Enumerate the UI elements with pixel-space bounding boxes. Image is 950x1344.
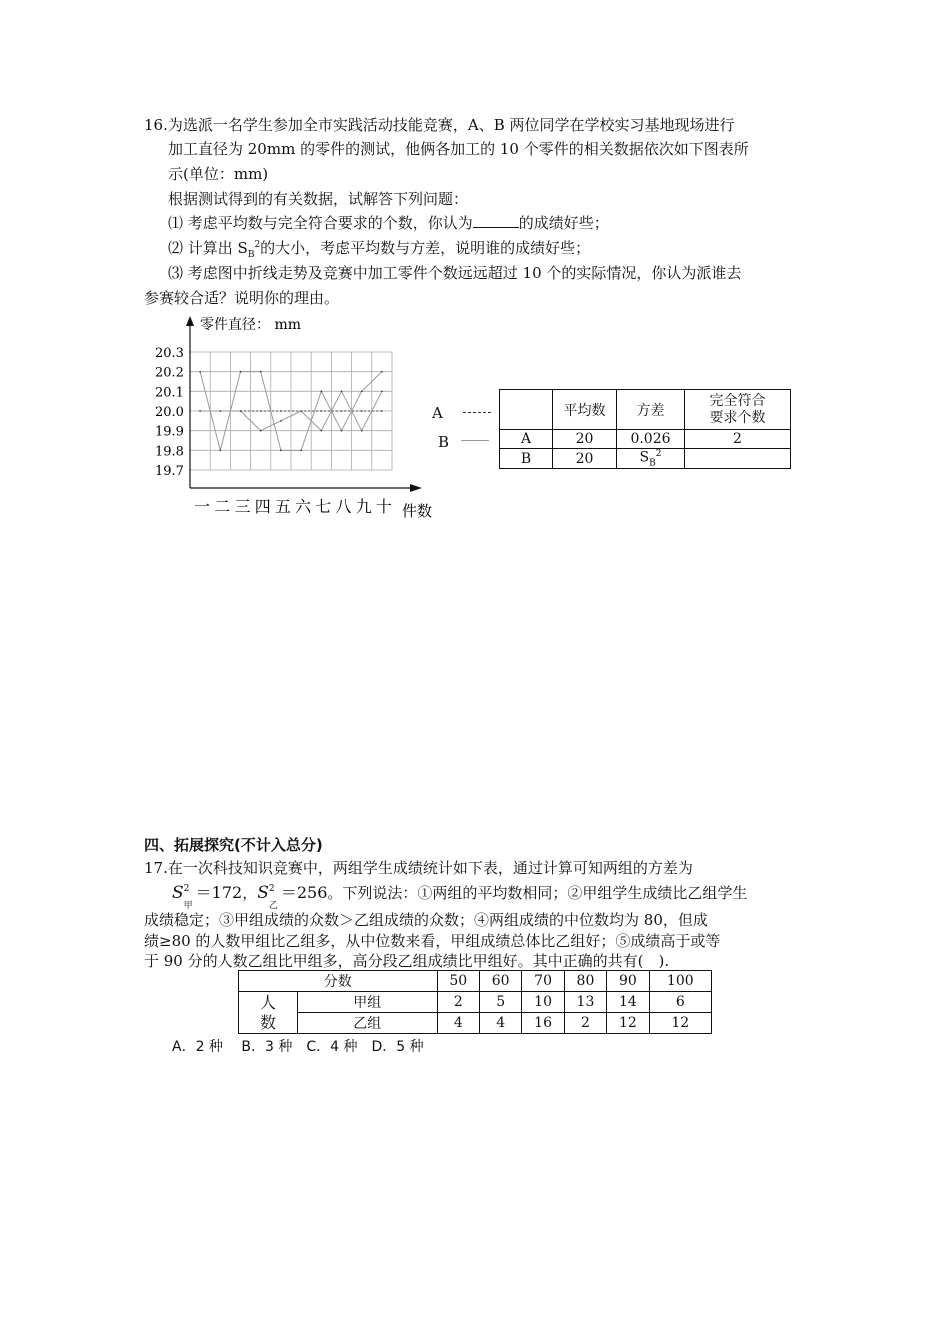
q16-sub1-a: ⑴ 考虑平均数与完全符合要求的个数，你认为 [168,214,473,232]
data-point [260,371,262,373]
answer-blank [473,213,519,228]
x-tick-label: 十 [375,497,392,516]
data-point [361,391,363,393]
data-point [220,450,222,452]
data-point [300,410,302,412]
score-90: 90 [607,971,649,992]
x-tick-label: 二 [214,497,231,516]
table-row [239,992,712,1013]
x-tick-label: 三 [234,497,251,516]
x-tick-label: 一 [194,497,211,516]
data-point [300,450,302,452]
people-label-1: 人 [259,992,276,1012]
data-point [341,410,343,412]
group-a-cell: 13 [564,992,606,1013]
x-axis-label: 件数 [402,502,433,520]
y-tick-label: 19.7 [155,464,184,479]
stats-row-b-name: B [500,449,553,469]
stats-row-b-variance-main: S [639,449,650,466]
q16-line2: 加工直径为 20mm 的零件的测试，他俩各加工的 10 个零件的相关数据依次如下图表所 [168,140,749,158]
q17-line3: 成绩稳定；③甲组成绩的众数＞乙组成绩的众数；④两组成绩的中位数均为 80，但成 [144,911,708,929]
people-label [239,992,298,1034]
score-60: 60 [479,971,521,992]
table-row [239,971,712,992]
group-a-cell: 5 [479,992,521,1013]
q17-s-b-val: ＝256 [280,883,328,902]
data-point [321,430,323,432]
y-tick-label: 20.0 [155,405,184,420]
q16-sub1 [168,212,609,233]
q16-sub3-b: 参赛较合适？说明你的理由。 [144,289,340,307]
x-tick-label: 六 [295,497,312,516]
q17-s-a-val: ＝172 [195,883,243,902]
stats-header-variance: 方差 [617,390,685,430]
legend-a-line [463,412,491,413]
x-axis-arrow [410,484,422,492]
group-a-label: 甲组 [298,992,438,1013]
stats-header-count-line2: 要求个数 [709,409,766,426]
group-a-cell: 10 [522,992,564,1013]
q17-line4: 绩≥80 的人数甲组比乙组多，从中位数来看，甲组成绩总体比乙组好；⑤成绩高于或等 [144,932,721,950]
q17-line2-rest: 。下列说法：①两组的平均数相同；②甲组学生成绩比乙组学生 [327,884,748,902]
section4-title: 四、拓展探究(不计入总分) [144,836,323,854]
group-b-cell: 4 [479,1013,521,1034]
data-point [240,371,242,373]
y-tick-label: 20.3 [155,346,184,361]
q16-sub2-subscript: B [247,250,255,260]
q17-line1: 17.在一次科技知识竞赛中，两组学生成绩统计如下表，通过计算可知两组的方差为 [144,859,693,877]
group-b-cell: 16 [522,1013,564,1034]
stats-row-b-mean: 20 [553,449,617,469]
x-tick-label: 八 [335,497,352,516]
score-50: 50 [437,971,479,992]
q16-sub3-a: ⑶ 考虑图中折线走势及竞赛中加工零件个数远远超过 10 个的实际情况，你认为派谁去 [168,264,742,282]
x-tick-label: 九 [355,497,372,516]
stats-row-a-mean: 20 [553,430,617,449]
q16-sub2-superscript: 2 [254,240,261,250]
q16-sub2 [168,237,590,260]
data-point [199,410,201,412]
score-table [238,970,712,1034]
stats-row-b-variance-sup: 2 [655,449,662,459]
stats-header-count-line1: 完全符合 [709,392,766,409]
q16-sub1-b: 的成绩好些； [518,214,609,232]
legend-a-label: A [432,404,443,422]
q17-s-a-sub: 甲 [183,901,193,911]
score-80: 80 [564,971,606,992]
group-b-cell: 12 [649,1013,711,1034]
q17-options: A．2 种 B．3 种 C．4 种 D．5 种 [172,1039,424,1055]
group-b-cell: 12 [607,1013,649,1034]
q17-comma: ， [242,884,258,902]
line-chart [150,312,440,522]
q17-s-a: S [172,883,184,903]
x-tick-label: 五 [274,497,291,516]
table-row [500,449,791,469]
data-point [220,410,222,412]
q17-line5: 于 90 分的人数乙组比甲组多，高分段乙组成绩比甲组好。其中正确的共有( ). [144,952,670,970]
data-point [280,450,282,452]
x-tick-label: 四 [254,497,271,516]
group-b-cell: 2 [564,1013,606,1034]
score-header: 分数 [239,971,438,992]
data-point [321,410,323,412]
data-point [381,371,383,373]
y-axis-arrow [186,316,194,326]
table-row [239,1013,712,1034]
y-tick-label: 19.8 [155,444,184,460]
data-point [381,391,383,393]
q17-s-b-sub: 乙 [268,901,278,911]
stats-row-b-variance-sub: B [649,458,656,469]
q16-line1: 16.为选派一名学生参加全市实践活动技能竞赛，A、B 两位同学在学校实习基地现场进行 [144,116,735,134]
group-a-cell: 14 [607,992,649,1013]
y-axis-label: 零件直径： mm [200,317,302,333]
data-point [361,430,363,432]
q17-s-b-sup: 2 [268,884,275,894]
stats-header-empty [500,390,553,430]
y-tick-label: 20.1 [155,385,184,401]
data-point [260,430,262,432]
data-point [240,410,242,412]
q16-line4: 根据测试得到的有关数据，试解答下列问题： [168,190,469,208]
stats-row-b-count [685,449,791,469]
legend-b-label: B [438,433,450,451]
stats-header-count [685,390,791,430]
q17-s-b: S [257,883,269,903]
q16-sub2-b: 的大小，考虑平均数与方差，说明谁的成绩好些； [260,239,591,257]
chart-ticks [155,317,432,520]
stats-row-a-name: A [500,430,553,449]
table-row [500,430,791,449]
legend-b-line [461,440,489,441]
x-tick-label: 七 [315,497,332,516]
group-b-cell: 4 [437,1013,479,1034]
score-70: 70 [522,971,564,992]
stats-row-a-variance: 0.026 [617,430,685,449]
stats-header-mean: 平均数 [553,390,617,430]
chart-axes [186,316,422,492]
y-tick-label: 20.2 [155,365,184,381]
stats-row-b-variance [617,449,685,469]
stats-table [499,389,791,469]
data-point [260,410,262,412]
data-point [341,391,343,393]
q16-sub2-a: ⑵ 计算出 S [168,239,248,257]
q16-line3: 示(单位：mm) [168,165,269,183]
people-label-2: 数 [259,1012,276,1032]
group-b-label: 乙组 [298,1013,438,1034]
data-point [280,420,282,422]
data-point [280,410,282,412]
y-tick-label: 19.9 [155,424,184,440]
group-a-cell: 6 [649,992,711,1013]
data-point [199,371,201,373]
data-point [341,430,343,432]
score-100: 100 [649,971,711,992]
data-point [321,391,323,393]
data-point [361,410,363,412]
data-point [381,410,383,412]
stats-row-a-count: 2 [685,430,791,449]
q17-s-a-sup: 2 [183,884,190,894]
q17-line2 [172,880,748,911]
group-a-cell: 2 [437,992,479,1013]
